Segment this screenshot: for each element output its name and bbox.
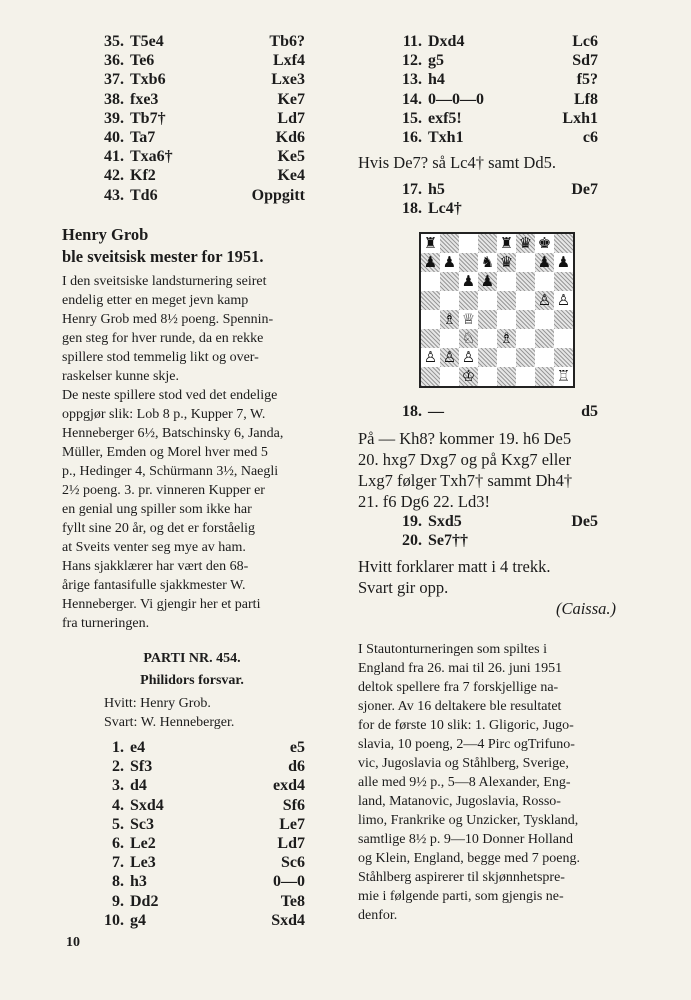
text-line: årige fantasifulle sjakkmester W. (62, 578, 246, 593)
board-square (459, 253, 478, 272)
text-line: Henneberger 6½, Batschinsky 6, Janda, (62, 426, 284, 441)
move-number: 7. (112, 854, 124, 872)
conclusion-line: Hvitt forklarer matt i 4 trekk. (358, 557, 551, 576)
move-row (100, 796, 305, 815)
move-row (100, 186, 305, 205)
move-row (100, 51, 305, 70)
board-square (440, 367, 459, 386)
chess-piece-icon: ♜ (499, 234, 514, 252)
move-number: 36. (104, 52, 124, 70)
move-row (398, 70, 598, 89)
text-line: samtlige 8½ p. 9—10 Donner Holland (358, 832, 574, 847)
black-move: d5 (581, 403, 598, 420)
article-heading: Henry Grob (62, 225, 149, 244)
board-square (554, 310, 573, 329)
text-line: Ståhlberg aspirerer til skjønnhetspre- (358, 870, 565, 885)
black-move: Ld7 (277, 834, 305, 852)
move-number: 17. (402, 181, 422, 198)
board-square (554, 348, 573, 367)
board-square (554, 367, 573, 386)
move-list-right (398, 32, 598, 147)
board-square (535, 367, 554, 386)
board-square (497, 234, 516, 253)
chess-piece-icon: ♟ (461, 272, 476, 290)
board-square (421, 272, 440, 291)
black-move: Oppgitt (251, 186, 305, 204)
board-square (535, 253, 554, 272)
white-move: Se7†† (428, 532, 468, 550)
text-line: alle med 9½ p., 5—8 Alexander, Eng- (358, 775, 571, 790)
black-move: Lxh1 (562, 109, 598, 127)
white-move: e4 (130, 739, 146, 756)
move-row (398, 512, 598, 531)
move-18 (398, 402, 598, 421)
black-move: Le7 (279, 815, 305, 833)
black-move: Ke7 (277, 90, 305, 108)
game-header (72, 650, 312, 732)
move-number: 43. (104, 186, 124, 204)
article-henry-grob (62, 224, 362, 633)
move-number: 37. (104, 71, 124, 89)
note-line: 21. f6 Dg6 22. Ld3! (358, 492, 490, 511)
move-row (100, 776, 305, 795)
move-number: 35. (104, 33, 124, 50)
black-move: Ke4 (277, 167, 305, 185)
move-number: 12. (402, 52, 422, 70)
white-move: 0—0—0 (428, 90, 484, 108)
board-square (554, 329, 573, 348)
move-row (100, 32, 305, 51)
chess-piece-icon: ♛ (499, 253, 514, 271)
board-square (554, 234, 573, 253)
text-line: De neste spillere stod ved det endelige (62, 388, 278, 403)
board-square (535, 291, 554, 310)
chess-piece-icon: ♜ (423, 234, 438, 252)
white-move: Td6 (130, 186, 158, 204)
text-line: I Stautonturneringen som spiltes i (358, 642, 547, 657)
source-caissa: (Caissa.) (555, 599, 616, 618)
white-move: Dxd4 (428, 33, 465, 50)
board-square (440, 234, 459, 253)
chess-piece-icon: ♗ (499, 329, 514, 347)
white-move: Dd2 (130, 892, 159, 910)
board-square (497, 367, 516, 386)
note-hvis: Hvis De7? så Lc4† samt Dd5. (358, 153, 556, 172)
board-square (459, 291, 478, 310)
move-number: 38. (104, 90, 124, 108)
board-square (497, 272, 516, 291)
black-move: Te8 (280, 892, 305, 910)
move-row (100, 166, 305, 185)
chess-piece-icon: ♟ (442, 253, 457, 271)
board-square (516, 272, 535, 291)
board-square (497, 329, 516, 348)
move-row (100, 147, 305, 166)
move-row (100, 834, 305, 853)
board-square (459, 329, 478, 348)
text-line: endelig etter en meget jevn kamp (62, 293, 249, 308)
move-number: 42. (104, 167, 124, 185)
board-square (421, 253, 440, 272)
black-move: f5? (576, 71, 598, 89)
chess-piece-icon: ♙ (461, 348, 476, 366)
text-line: for de første 10 slik: 1. Gligoric, Jugo- (358, 718, 574, 733)
board-square (535, 310, 554, 329)
board-square (535, 348, 554, 367)
text-line: sjoner. Av 16 deltakere ble resultatet (358, 699, 562, 714)
move-row (100, 70, 305, 89)
white-move: Sxd4 (130, 796, 164, 814)
board-square (440, 272, 459, 291)
black-move: Tb6? (269, 33, 305, 50)
note-pa (358, 428, 572, 512)
text-line: spillere stod temmelig likt og over- (62, 350, 259, 365)
black-move: De7 (571, 181, 598, 198)
move-row (100, 109, 305, 128)
white-move: h4 (428, 71, 445, 89)
board-square (535, 272, 554, 291)
move-list-right-3 (398, 512, 598, 550)
board-square (421, 234, 440, 253)
text-line: I den sveitsiske landsturnering seiret (62, 274, 267, 289)
black-move: e5 (289, 739, 305, 756)
move-number: 18. (402, 403, 422, 420)
move-row (100, 911, 305, 930)
chess-piece-icon: ♗ (442, 310, 457, 328)
white-move: d4 (130, 777, 147, 795)
chess-piece-icon: ♙ (423, 348, 438, 366)
board-square (497, 253, 516, 272)
game-title: PARTI NR. 454. (143, 651, 241, 666)
white-move: Lc4† (428, 200, 462, 218)
move-row (398, 90, 598, 109)
note-line: På — Kh8? kommer 19. h6 De5 (358, 429, 572, 448)
white-move: — (428, 403, 444, 420)
board-square (421, 329, 440, 348)
move-number: 2. (112, 758, 124, 776)
chess-diagram (419, 232, 575, 388)
move-number: 20. (402, 532, 422, 550)
text-line: p., Hedinger 4, Schürmann 3½, Naegli (62, 464, 279, 479)
move-row (398, 180, 598, 199)
black-move: Kd6 (275, 128, 305, 146)
white-move: fxe3 (130, 90, 159, 108)
board-square (516, 310, 535, 329)
text-line: gen steg for hver runde, da en rekke (62, 331, 264, 346)
move-row (398, 531, 598, 550)
move-row (100, 757, 305, 776)
move-number: 16. (402, 128, 422, 146)
staunton-article (358, 640, 638, 925)
white-move: Ta7 (130, 128, 156, 146)
board-square (554, 291, 573, 310)
chess-piece-icon: ♕ (461, 310, 476, 328)
board-square (478, 310, 497, 329)
move-number: 10. (104, 911, 124, 929)
chess-piece-icon: ♘ (461, 329, 476, 347)
text-line: fra turneringen. (62, 616, 150, 631)
white-move: exf5! (428, 109, 462, 127)
text-line: denfor. (358, 908, 398, 923)
text-line: England fra 26. mai til 26. juni 1951 (358, 661, 563, 676)
board-square (459, 367, 478, 386)
board-square (421, 367, 440, 386)
text-line: en genial ung spiller som ikke har (62, 502, 252, 517)
move-number: 6. (112, 834, 124, 852)
board-square (421, 310, 440, 329)
white-move: T5e4 (130, 33, 164, 50)
text-line: mie i følgende parti, som gjengis ne- (358, 889, 564, 904)
chess-piece-icon: ♟ (480, 272, 495, 290)
board-square (516, 348, 535, 367)
black-move: Sf6 (282, 796, 305, 814)
white-move: h5 (428, 181, 445, 198)
board-square (554, 272, 573, 291)
move-row (100, 892, 305, 911)
text-line: slavia, 10 poeng, 2—4 Pirc ogTrifuno- (358, 737, 575, 752)
black-move: Sxd4 (271, 911, 305, 929)
chess-piece-icon: ♟ (537, 253, 552, 271)
board-square (516, 329, 535, 348)
text-line: vic, Jugoslavia og Ståhlberg, Sverige, (358, 756, 569, 771)
board-square (459, 272, 478, 291)
white-move: Le2 (130, 834, 156, 852)
move-row (100, 815, 305, 834)
white-move: Sxd5 (428, 513, 462, 530)
board-square (440, 348, 459, 367)
text-line: land, Matanovic, Jugoslavia, Rosso- (358, 794, 561, 809)
board-square (516, 291, 535, 310)
move-number: 39. (104, 109, 124, 127)
chess-piece-icon: ♙ (442, 348, 457, 366)
board-square (535, 234, 554, 253)
page-number: 10 (66, 935, 80, 950)
white-move: g4 (130, 911, 146, 929)
black-move: Ld7 (277, 109, 305, 127)
black-move: De5 (571, 513, 598, 530)
chess-piece-icon: ♖ (556, 367, 571, 385)
move-number: 1. (112, 739, 124, 756)
black-move: Sc6 (281, 854, 305, 872)
chess-piece-icon: ♙ (556, 291, 571, 309)
board-square (478, 329, 497, 348)
move-row (398, 109, 598, 128)
move-number: 13. (402, 71, 422, 89)
board-square (440, 310, 459, 329)
move-number: 5. (112, 815, 124, 833)
move-row (398, 32, 598, 51)
text-line: Hans sjakklærer har vært den 68- (62, 559, 249, 574)
white-move: Tb7† (130, 109, 166, 127)
text-line: limo, Frankrike og Unzicker, Tyskland, (358, 813, 579, 828)
article-subheading: ble sveitsisk mester for 1951. (62, 247, 264, 266)
white-move: Txh1 (428, 128, 464, 146)
board-square (497, 348, 516, 367)
board-square (478, 348, 497, 367)
white-move: Sc3 (130, 815, 154, 833)
board-square (497, 291, 516, 310)
black-move: Lxf4 (273, 52, 305, 70)
white-move: h3 (130, 873, 147, 891)
board-square (459, 234, 478, 253)
board-square (478, 272, 497, 291)
white-move: Te6 (130, 52, 155, 70)
move-number: 3. (112, 777, 124, 795)
board-square (440, 329, 459, 348)
black-move: Lf8 (574, 90, 598, 108)
black-move: d6 (288, 758, 305, 776)
text-line: raskelser kunne skje. (62, 369, 180, 384)
text-line: 2½ poeng. 3. pr. vinneren Kupper er (62, 483, 265, 498)
text-line: Müller, Emden og Morel hver med 5 (62, 445, 268, 460)
board-square (516, 367, 535, 386)
chess-piece-icon: ♔ (461, 367, 476, 385)
board-square (459, 310, 478, 329)
board-square (440, 253, 459, 272)
board-square (535, 329, 554, 348)
text-line: oppgjør slik: Lob 8 p., Kupper 7, W. (62, 407, 266, 422)
board-square (478, 367, 497, 386)
white-move: Sf3 (130, 758, 153, 776)
black-move: c6 (582, 128, 598, 146)
text-line: Henneberger. Vi gjengir her et parti (62, 597, 261, 612)
white-move: g5 (428, 52, 444, 70)
move-row (100, 128, 305, 147)
board-square (421, 348, 440, 367)
move-number: 11. (402, 33, 422, 50)
text-line: deltok spellere fra 7 forskjellige na- (358, 680, 559, 695)
move-number: 4. (112, 796, 124, 814)
move-number: 19. (402, 513, 422, 530)
chess-piece-icon: ♟ (556, 253, 571, 271)
board-square (478, 234, 497, 253)
board-square (440, 291, 459, 310)
black-move: Ke5 (277, 148, 305, 166)
conclusion-line: Svart gir opp. (358, 578, 449, 597)
game-black-player: Svart: W. Henneberger. (104, 715, 235, 730)
black-move: exd4 (273, 777, 305, 795)
move-row (100, 872, 305, 891)
text-line: fyllt sine 20 år, og det er forståelig (62, 521, 256, 536)
board-square (497, 310, 516, 329)
move-number: 8. (112, 873, 124, 891)
chess-piece-icon: ♚ (537, 234, 552, 252)
black-move: Lc6 (572, 33, 598, 50)
white-move: Kf2 (130, 167, 156, 185)
move-number: 14. (402, 90, 422, 108)
move-row (398, 402, 598, 421)
text-line: og Klein, England, begge med 7 poeng. (358, 851, 581, 866)
game-moves (100, 738, 305, 930)
chess-piece-icon: ♞ (480, 253, 495, 271)
white-move: Le3 (130, 854, 156, 872)
move-number: 41. (104, 148, 124, 166)
black-move: Lxe3 (271, 71, 305, 89)
conclusion (358, 556, 550, 598)
board-square (459, 348, 478, 367)
move-row (100, 738, 305, 757)
move-row (398, 51, 598, 70)
move-row (100, 90, 305, 109)
black-move: Sd7 (572, 52, 598, 70)
move-number: 18. (402, 200, 422, 218)
board-square (516, 234, 535, 253)
move-row (398, 128, 598, 147)
note-line: 20. hxg7 Dxg7 og på Kxg7 eller (358, 450, 572, 469)
board-square (421, 291, 440, 310)
white-move: Txa6† (130, 148, 173, 166)
board-square (554, 253, 573, 272)
game-opening: Philidors forsvar. (140, 673, 244, 688)
move-row (398, 199, 598, 218)
board-square (478, 253, 497, 272)
text-line: at Sveits venter seg mye av ham. (62, 540, 246, 555)
board-square (516, 253, 535, 272)
move-list-right-2 (398, 180, 598, 218)
move-number: 9. (112, 892, 124, 910)
move-list-left (100, 32, 305, 205)
article-body (62, 272, 362, 633)
chess-piece-icon: ♟ (423, 253, 438, 271)
black-move: 0—0 (273, 873, 305, 891)
white-move: Txb6 (130, 71, 166, 89)
move-number: 15. (402, 109, 422, 127)
game-white-player: Hvitt: Henry Grob. (104, 696, 211, 711)
note-line: Lxg7 følger Txh7† sammt Dh4† (358, 471, 573, 490)
move-number: 40. (104, 128, 124, 146)
chess-piece-icon: ♙ (537, 291, 552, 309)
board-square (478, 291, 497, 310)
chess-piece-icon: ♛ (518, 234, 533, 252)
move-row (100, 853, 305, 872)
text-line: Henry Grob med 8½ poeng. Spennin- (62, 312, 274, 327)
